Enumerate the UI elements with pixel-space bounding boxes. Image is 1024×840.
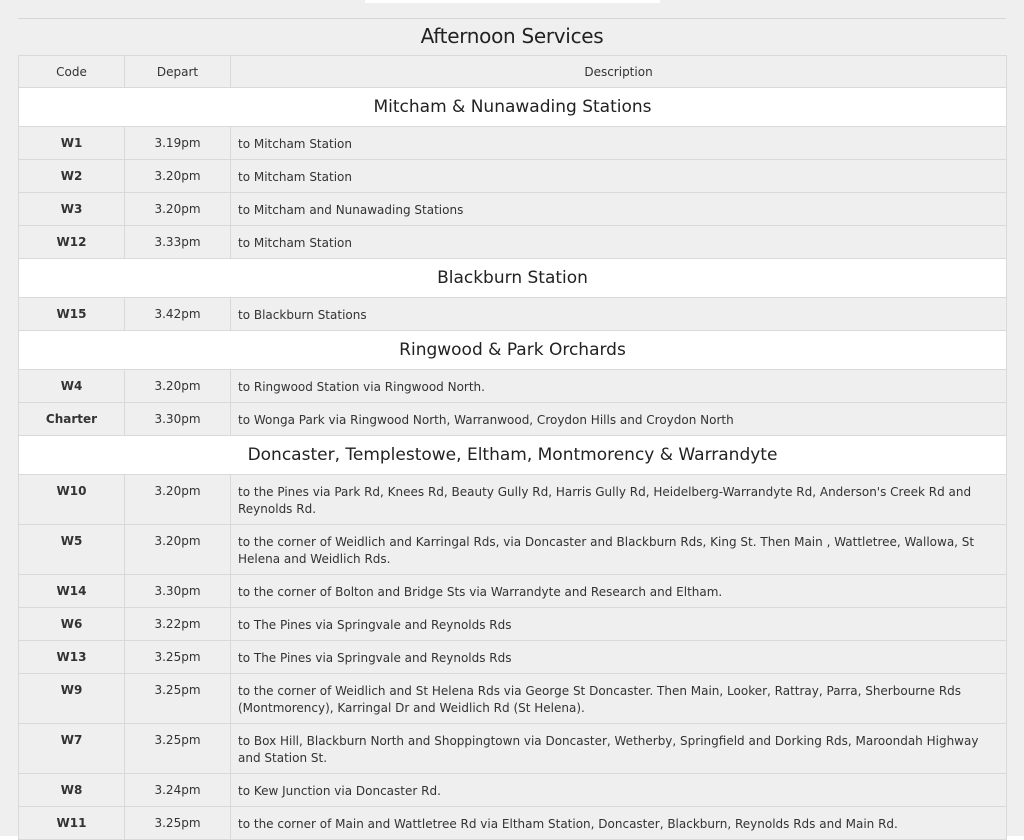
route-description: to Blackburn Stations (231, 298, 1007, 331)
section-title: Doncaster, Templestowe, Eltham, Montmorency & Warrandyte (19, 436, 1007, 475)
route-description: to the corner of Weidlich and St Helena Rds via George St Doncaster. Then Main, Looker, Rattray, Parra, Sherbourne Rds (Montmorency), Karringal Dr and Weidlich Rd (St Helena). (231, 674, 1007, 724)
route-code: W1 (19, 127, 125, 160)
section-heading (19, 331, 1007, 370)
depart-time: 3.25pm (125, 807, 231, 840)
depart-time: 3.20pm (125, 475, 231, 525)
table-row (19, 370, 1007, 403)
table-row (19, 674, 1007, 724)
route-description: to the Pines via Park Rd, Knees Rd, Beauty Gully Rd, Harris Gully Rd, Heidelberg-Warrandyte Rd, Anderson's Creek Rd and Reynolds Rd. (231, 475, 1007, 525)
route-code: W7 (19, 724, 125, 774)
route-description: to Mitcham Station (231, 226, 1007, 259)
route-code: W15 (19, 298, 125, 331)
route-description: to Kew Junction via Doncaster Rd. (231, 774, 1007, 807)
table-row (19, 127, 1007, 160)
depart-time: 3.22pm (125, 608, 231, 641)
route-description: to Mitcham Station (231, 127, 1007, 160)
route-code: W3 (19, 193, 125, 226)
route-code: W9 (19, 674, 125, 724)
table-row (19, 724, 1007, 774)
route-code: W6 (19, 608, 125, 641)
route-description: to Ringwood Station via Ringwood North. (231, 370, 1007, 403)
table-row (19, 475, 1007, 525)
header-code: Code (19, 56, 125, 88)
route-code: Charter (19, 403, 125, 436)
route-code: W4 (19, 370, 125, 403)
depart-time: 3.19pm (125, 127, 231, 160)
depart-time: 3.42pm (125, 298, 231, 331)
section-title: Blackburn Station (19, 259, 1007, 298)
section-heading (19, 88, 1007, 127)
table-row (19, 403, 1007, 436)
section-title: Mitcham & Nunawading Stations (19, 88, 1007, 127)
depart-time: 3.25pm (125, 641, 231, 674)
route-description: to Mitcham Station (231, 160, 1007, 193)
route-description: to the corner of Weidlich and Karringal Rds, via Doncaster and Blackburn Rds, King St. Then Main , Wattletree, Wallowa, St Helena and Weidlich Rds. (231, 525, 1007, 575)
page-title: Afternoon Services (18, 18, 1006, 55)
table-row (19, 608, 1007, 641)
depart-time: 3.30pm (125, 575, 231, 608)
depart-time: 3.20pm (125, 370, 231, 403)
header-description: Description (231, 56, 1007, 88)
table-header-row (19, 56, 1007, 88)
route-description: to Wonga Park via Ringwood North, Warranwood, Croydon Hills and Croydon North (231, 403, 1007, 436)
header-depart: Depart (125, 56, 231, 88)
depart-time: 3.24pm (125, 774, 231, 807)
table-row (19, 641, 1007, 674)
route-code: W11 (19, 807, 125, 840)
route-code: W5 (19, 525, 125, 575)
services-table (18, 55, 1007, 840)
table-row (19, 774, 1007, 807)
section-heading (19, 436, 1007, 475)
top-tab-highlight (365, 0, 660, 3)
table-row (19, 525, 1007, 575)
depart-time: 3.20pm (125, 525, 231, 575)
route-description: to the corner of Main and Wattletree Rd via Eltham Station, Doncaster, Blackburn, Reynolds Rds and Main Rd. (231, 807, 1007, 840)
depart-time: 3.33pm (125, 226, 231, 259)
route-code: W10 (19, 475, 125, 525)
route-description: to Mitcham and Nunawading Stations (231, 193, 1007, 226)
route-code: W2 (19, 160, 125, 193)
depart-time: 3.25pm (125, 724, 231, 774)
route-description: to The Pines via Springvale and Reynolds Rds (231, 608, 1007, 641)
depart-time: 3.20pm (125, 193, 231, 226)
route-code: W14 (19, 575, 125, 608)
route-code: W12 (19, 226, 125, 259)
route-description: to The Pines via Springvale and Reynolds Rds (231, 641, 1007, 674)
section-heading (19, 259, 1007, 298)
section-title: Ringwood & Park Orchards (19, 331, 1007, 370)
route-code: W8 (19, 774, 125, 807)
route-description: to Box Hill, Blackburn North and Shoppingtown via Doncaster, Wetherby, Springfield and Dorking Rds, Maroondah Highway and Station St. (231, 724, 1007, 774)
table-row (19, 575, 1007, 608)
depart-time: 3.30pm (125, 403, 231, 436)
table-row (19, 193, 1007, 226)
route-description: to the corner of Bolton and Bridge Sts via Warrandyte and Research and Eltham. (231, 575, 1007, 608)
table-row (19, 298, 1007, 331)
table-row (19, 226, 1007, 259)
table-row (19, 807, 1007, 840)
depart-time: 3.25pm (125, 674, 231, 724)
table-row (19, 160, 1007, 193)
route-code: W13 (19, 641, 125, 674)
depart-time: 3.20pm (125, 160, 231, 193)
